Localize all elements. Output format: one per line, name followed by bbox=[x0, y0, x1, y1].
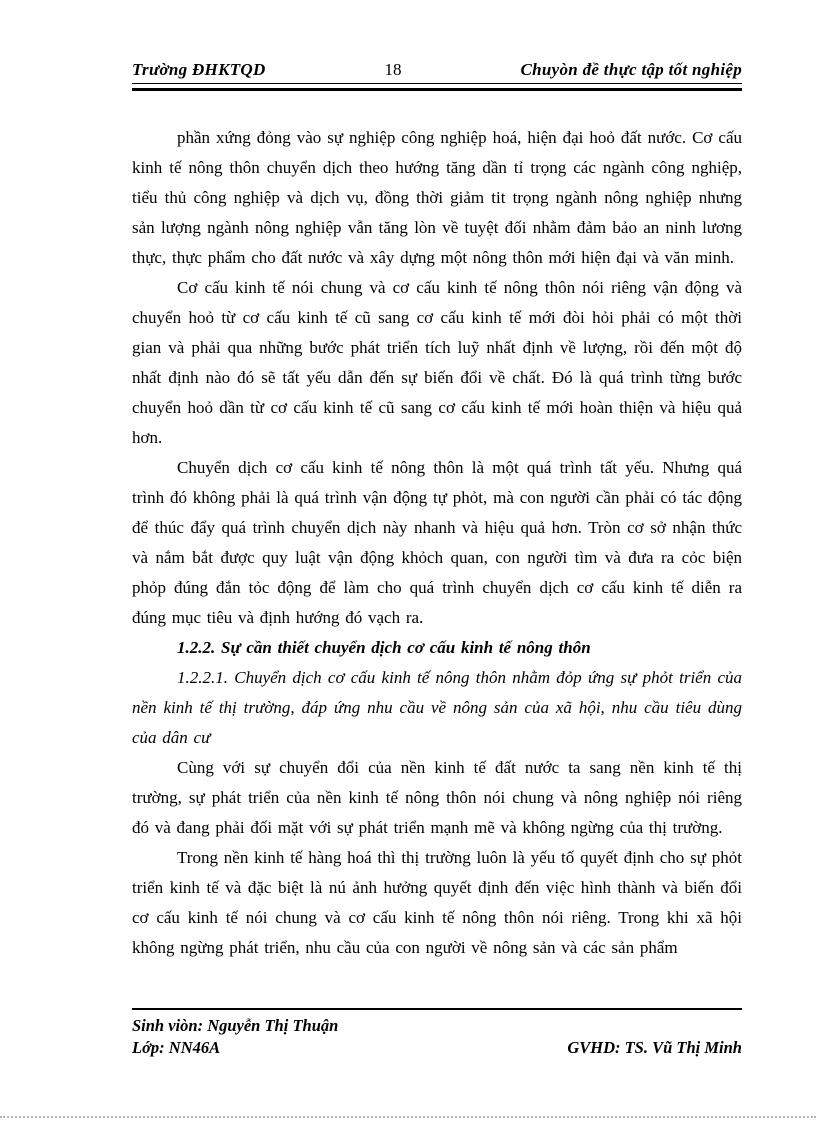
paragraph: Cùng với sự chuyển đổi của nền kinh tế đất nước ta sang nền kinh tế thị trường, sự phát triển của nền kinh tế nông thôn nói chung và nông nghiệp nói riêng đó và đang phải đối mặt với sự phát triển mạnh mẽ và không ngừng của thị trường. bbox=[132, 758, 742, 837]
header-rule-thin bbox=[132, 83, 742, 84]
header-report-title: Chuyòn đề thực tập tốt nghiệp bbox=[520, 60, 742, 79]
footer-bottom-row bbox=[132, 1037, 742, 1059]
paragraph: Chuyển dịch cơ cấu kinh tế nông thôn là một quá trình tất yếu. Nhưng quá trình đó không phải là quá trình vận động tự phỏt, mà con người cần phải có tác động để thúc đẩy quá trình chuyển dịch này nhanh và hiệu quả hơn. Tròn cơ sở nhận thức và nắm bắt được quy luật vận động khỏch quan, con người tìm và đưa ra cỏc biện phỏp đúng đắn tỏc động để làm cho quá trình chuyển dịch cơ cấu kinh tế diễn ra đúng mục tiêu và định hướng đó vạch ra. bbox=[132, 458, 742, 627]
page-header-row bbox=[132, 60, 742, 83]
subsection-heading: 1.2.2.1. Chuyển dịch cơ cấu kinh tế nông thôn nhằm đỏp ứng sự phỏt triển của nền kinh tế thị trường, đáp ứng nhu cầu về nông sản của xã hội, nhu cầu tiêu dùng của dân cư bbox=[132, 668, 742, 747]
header-school-name: Trường ĐHKTQD bbox=[132, 60, 266, 79]
footer-student-name: Sinh viòn: Nguyễn Thị Thuận bbox=[132, 1016, 339, 1035]
footer-rule bbox=[132, 1008, 742, 1010]
footer-advisor: GVHD: TS. Vũ Thị Minh bbox=[567, 1038, 742, 1057]
paragraph: phần xứng đỏng vào sự nghiệp công nghiệp hoá, hiện đại hoỏ đất nước. Cơ cấu kinh tế nông thôn chuyển dịch theo hướng tăng dần tỉ trọng các ngành công nghiệp, tiểu thủ công nghiệp và dịch vụ, đồng thời giảm tit trọng ngành nông nghiệp nhưng sản lượng ngành nông nghiệp vẫn tăng lòn về tuyệt đối nhằm đảm bảo an ninh lương thực, thực phẩm cho đất nước và xây dựng một nông thôn mới hiện đại và văn minh. bbox=[132, 128, 742, 267]
page-header bbox=[132, 60, 742, 91]
page-break-dotted-line bbox=[0, 1116, 816, 1118]
header-rule-thick bbox=[132, 88, 742, 91]
document-body bbox=[132, 123, 742, 963]
footer-class: Lớp: NN46A bbox=[132, 1038, 221, 1057]
page-number: 18 bbox=[384, 60, 402, 79]
paragraph: Trong nền kinh tế hàng hoá thì thị trường luôn là yếu tố quyết định cho sự phỏt triển kinh tế và đặc biệt là nú ảnh hưởng quyết định đến việc hình thành và biến đổi cơ cấu kinh tế nói chung và cơ cấu kinh tế nông thôn nói riêng. Trong khi xã hội không ngừng phát triển, nhu cầu của con người về nông sản và các sản phẩm bbox=[132, 848, 742, 957]
paragraph: Cơ cấu kinh tế nói chung và cơ cấu kinh tế nông thôn nói riêng vận động và chuyển hoỏ từ cơ cấu kinh tế cũ sang cơ cấu kinh tế mới đòi hỏi phải có một thời gian và phải qua những bước phát triển tích luỹ nhất định về lượng, rồi đến một độ nhất định nào đó sẽ tất yếu dẫn đến sự biến đổi về chất. Đó là quá trình từng bước chuyển hoỏ dần từ cơ cấu kinh tế cũ sang cơ cấu kinh tế mới hoàn thiện và hiệu quả hơn. bbox=[132, 278, 742, 447]
section-heading: 1.2.2. Sự cần thiết chuyển dịch cơ cấu kinh tế nông thôn bbox=[177, 638, 591, 657]
page-footer bbox=[132, 1008, 742, 1059]
